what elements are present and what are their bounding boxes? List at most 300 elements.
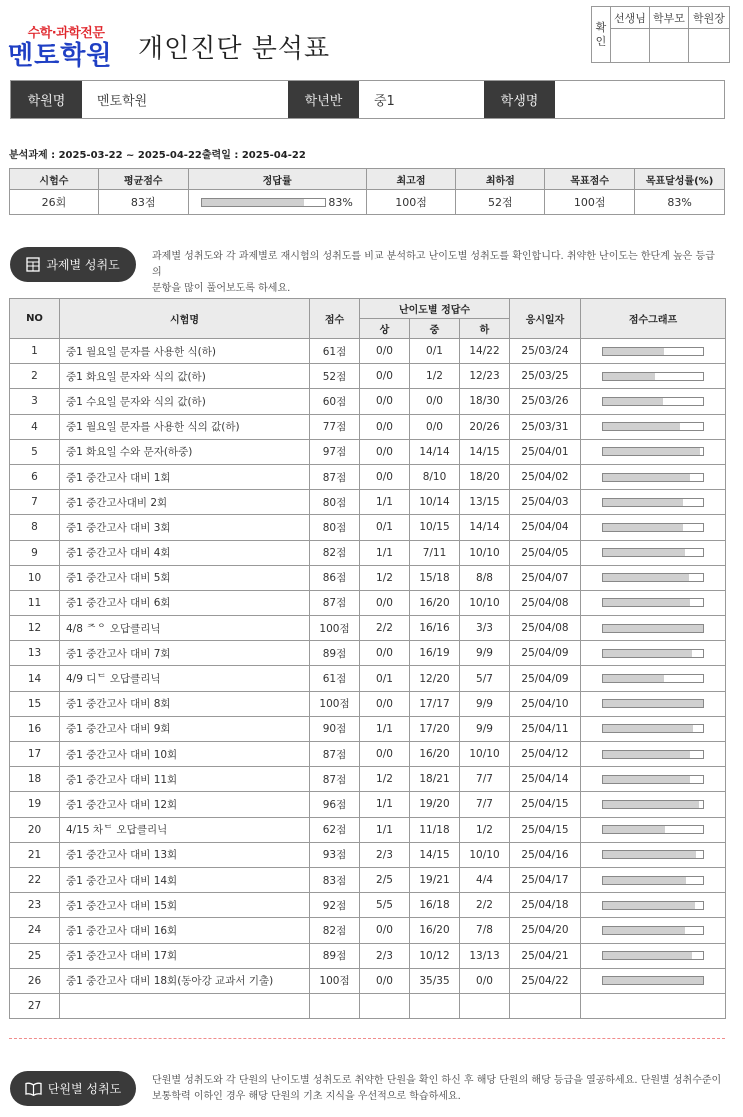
score-bar-fill [603, 700, 703, 707]
low-correct: 7/7 [460, 767, 510, 792]
mid-correct: 14/15 [410, 842, 460, 867]
exam-score: 87점 [310, 464, 360, 489]
exam-name: 중1 중간고사 대비 9회 [60, 716, 310, 741]
exam-name: 중1 중간고사 대비 14회 [60, 867, 310, 892]
score-graph-cell [581, 918, 726, 943]
mid-correct [410, 993, 460, 1018]
exam-date: 25/04/05 [510, 540, 581, 565]
score-bar-fill [603, 524, 683, 531]
score-bar-fill [603, 952, 692, 959]
exam-name: 중1 중간고사 대비 13회 [60, 842, 310, 867]
score-graph-cell [581, 339, 726, 364]
summary-header: 최하점 [456, 169, 545, 190]
table-row [10, 364, 726, 389]
table-row [10, 817, 726, 842]
score-bar-fill [603, 348, 664, 355]
unit-achievement-button[interactable] [10, 1071, 136, 1106]
exam-date: 25/04/21 [510, 943, 581, 968]
score-bar [602, 372, 704, 381]
description-line: 단원별 성취도와 각 단원의 난이도별 성취도로 취약한 단원을 확인 하신 후 해당 단원의 해당 등급을 열공하세요. 단원별 성취수준이 [152, 1075, 722, 1086]
score-bar-fill [603, 499, 683, 506]
table-row [10, 666, 726, 691]
exam-score: 93점 [310, 842, 360, 867]
exam-name: 중1 중간고사 대비 7회 [60, 641, 310, 666]
exam-score: 100점 [310, 691, 360, 716]
signature-box-teacher[interactable] [611, 29, 650, 63]
summary-header: 평균점수 [98, 169, 188, 190]
row-number: 23 [10, 893, 60, 918]
exam-date: 25/03/24 [510, 339, 581, 364]
exam-date [510, 993, 581, 1018]
class-label: 학년반 [288, 81, 359, 118]
score-graph-cell [581, 742, 726, 767]
table-row [10, 590, 726, 615]
score-bar-fill [603, 751, 690, 758]
score-graph-cell [581, 943, 726, 968]
score-bar [602, 523, 704, 532]
page-title: 개인진단 분석표 [138, 34, 331, 64]
exam-score: 89점 [310, 641, 360, 666]
row-number: 8 [10, 515, 60, 540]
high-correct: 1/2 [360, 565, 410, 590]
low-correct: 18/20 [460, 464, 510, 489]
low-correct: 20/26 [460, 414, 510, 439]
exam-score: 60점 [310, 389, 360, 414]
score-bar-fill [603, 398, 663, 405]
low-correct: 1/2 [460, 817, 510, 842]
score-bar-fill [603, 650, 692, 657]
header-date: 응시일자 [510, 299, 581, 339]
score-graph-cell [581, 792, 726, 817]
row-number: 6 [10, 464, 60, 489]
table-row [10, 842, 726, 867]
signature-box-director[interactable] [689, 29, 730, 63]
mid-correct: 19/21 [410, 867, 460, 892]
approval-role-teacher: 선생님 [611, 7, 650, 29]
table-row [10, 993, 726, 1018]
exam-date: 25/04/09 [510, 641, 581, 666]
table-row [10, 893, 726, 918]
exam-score: 87점 [310, 590, 360, 615]
table-row [10, 742, 726, 767]
score-bar [602, 674, 704, 683]
low-correct: 10/10 [460, 540, 510, 565]
high-correct: 0/0 [360, 364, 410, 389]
student-info-bar [10, 80, 725, 119]
exam-score [310, 993, 360, 1018]
exam-date: 25/04/15 [510, 817, 581, 842]
exam-name: 중1 월요일 문자를 사용한 식의 값(하) [60, 414, 310, 439]
mid-correct: 11/18 [410, 817, 460, 842]
table-header-row [10, 299, 726, 319]
row-number: 13 [10, 641, 60, 666]
header-high: 상 [360, 319, 410, 339]
score-bar [602, 649, 704, 658]
target-score: 100점 [545, 190, 635, 215]
row-number: 7 [10, 490, 60, 515]
summary-header: 시험수 [10, 169, 99, 190]
row-number: 19 [10, 792, 60, 817]
score-graph-cell [581, 893, 726, 918]
score-graph-cell [581, 968, 726, 993]
mid-correct: 16/20 [410, 742, 460, 767]
high-correct: 2/3 [360, 943, 410, 968]
score-bar [602, 347, 704, 356]
exam-name: 중1 중간고사 대비 3회 [60, 515, 310, 540]
mid-correct: 8/10 [410, 464, 460, 489]
header-score: 점수 [310, 299, 360, 339]
summary-header: 목표점수 [545, 169, 635, 190]
score-graph-cell [581, 842, 726, 867]
exam-score: 62점 [310, 817, 360, 842]
confirm-text: 확인 [595, 20, 607, 48]
exam-name: 중1 월요일 문자를 사용한 식(하) [60, 339, 310, 364]
summary-table [9, 168, 725, 215]
exam-score: 87점 [310, 767, 360, 792]
exam-name: 중1 중간고사 대비 12회 [60, 792, 310, 817]
high-correct: 0/0 [360, 918, 410, 943]
exam-name: 중1 중간고사 대비 6회 [60, 590, 310, 615]
row-number: 21 [10, 842, 60, 867]
exam-date: 25/04/07 [510, 565, 581, 590]
mid-correct: 16/16 [410, 616, 460, 641]
exam-name: 4/8 ᄌᄋ 오답클리닉 [60, 616, 310, 641]
exam-name: 중1 중간고사 대비 15회 [60, 893, 310, 918]
summary-header: 목표달성률(%) [635, 169, 725, 190]
score-bar [602, 850, 704, 859]
mid-correct: 16/19 [410, 641, 460, 666]
low-correct: 13/15 [460, 490, 510, 515]
table-row [10, 792, 726, 817]
low-correct: 2/2 [460, 893, 510, 918]
accuracy-value: 83% [328, 195, 353, 209]
score-graph-cell [581, 716, 726, 741]
low-correct: 12/23 [460, 364, 510, 389]
row-number: 9 [10, 540, 60, 565]
task-rows [10, 339, 726, 1019]
high-correct: 1/1 [360, 792, 410, 817]
score-bar [602, 573, 704, 582]
score-graph-cell [581, 666, 726, 691]
high-correct: 0/0 [360, 742, 410, 767]
score-bar-fill [603, 877, 686, 884]
score-graph-cell [581, 414, 726, 439]
exam-date: 25/04/01 [510, 439, 581, 464]
table-row [10, 389, 726, 414]
task-achievement-description [152, 249, 722, 297]
score-bar-fill [603, 776, 690, 783]
row-number: 10 [10, 565, 60, 590]
logo-subtitle: 수학·과학전문 [27, 26, 105, 41]
table-row [10, 867, 726, 892]
table-row [10, 691, 726, 716]
exam-name: 중1 화요일 수와 문자(하중) [60, 439, 310, 464]
exam-name: 중1 중간고사 대비 5회 [60, 565, 310, 590]
score-bar [602, 699, 704, 708]
score-graph-cell [581, 641, 726, 666]
score-bar [602, 901, 704, 910]
low-correct: 10/10 [460, 742, 510, 767]
high-correct: 1/1 [360, 817, 410, 842]
accuracy-bar-fill [202, 199, 304, 206]
signature-box-parent[interactable] [650, 29, 689, 63]
low-correct: 7/7 [460, 792, 510, 817]
exam-date: 25/04/18 [510, 893, 581, 918]
academy-value: 멘토학원 [97, 94, 148, 109]
mid-correct: 0/0 [410, 389, 460, 414]
score-graph-cell [581, 364, 726, 389]
score-graph-cell [581, 490, 726, 515]
score-graph-cell [581, 464, 726, 489]
score-bar-fill [603, 826, 665, 833]
max-score: 100점 [366, 190, 456, 215]
row-number: 2 [10, 364, 60, 389]
row-number: 20 [10, 817, 60, 842]
table-row [10, 767, 726, 792]
high-correct: 0/0 [360, 968, 410, 993]
exam-name [60, 993, 310, 1018]
mid-correct: 15/18 [410, 565, 460, 590]
high-correct: 0/0 [360, 339, 410, 364]
score-bar [602, 800, 704, 809]
exam-score: 89점 [310, 943, 360, 968]
high-correct: 1/1 [360, 490, 410, 515]
row-number: 3 [10, 389, 60, 414]
score-bar [602, 951, 704, 960]
mid-correct: 19/20 [410, 792, 460, 817]
summary-header: 최고점 [366, 169, 456, 190]
analysis-period: 분석과제 : 2025-03-22 ~ 2025-04-22출력일 : 2025-04-22 [9, 150, 306, 161]
score-bar-fill [603, 599, 690, 606]
header-mid: 중 [410, 319, 460, 339]
exam-score: 82점 [310, 540, 360, 565]
exam-score: 80점 [310, 490, 360, 515]
table-row [10, 439, 726, 464]
mid-correct: 10/14 [410, 490, 460, 515]
row-number: 5 [10, 439, 60, 464]
score-graph-cell [581, 993, 726, 1018]
high-correct: 2/5 [360, 867, 410, 892]
table-row [10, 339, 726, 364]
low-correct: 9/9 [460, 716, 510, 741]
score-bar [602, 422, 704, 431]
exam-name: 중1 중간고사 대비 16회 [60, 918, 310, 943]
exam-name: 중1 중간고사 대비 17회 [60, 943, 310, 968]
description-line: 문항을 많이 풀어보도록 하세요. [152, 283, 291, 294]
mid-correct: 16/20 [410, 918, 460, 943]
score-graph-cell [581, 691, 726, 716]
exam-score: 92점 [310, 893, 360, 918]
score-bar [602, 548, 704, 557]
high-correct: 0/0 [360, 464, 410, 489]
low-correct: 0/0 [460, 968, 510, 993]
score-bar-fill [603, 373, 655, 380]
exam-date: 25/04/17 [510, 867, 581, 892]
low-correct: 9/9 [460, 641, 510, 666]
exam-score: 86점 [310, 565, 360, 590]
score-bar [602, 397, 704, 406]
low-correct: 9/9 [460, 691, 510, 716]
row-number: 15 [10, 691, 60, 716]
score-bar-fill [603, 574, 689, 581]
score-bar-fill [603, 927, 685, 934]
academy-logo [8, 22, 124, 71]
low-correct: 14/15 [460, 439, 510, 464]
score-bar [602, 724, 704, 733]
high-correct: 0/0 [360, 414, 410, 439]
score-bar-fill [603, 423, 680, 430]
exam-score: 77점 [310, 414, 360, 439]
low-correct: 5/7 [460, 666, 510, 691]
score-graph-cell [581, 515, 726, 540]
row-number: 18 [10, 767, 60, 792]
mid-correct: 1/2 [410, 364, 460, 389]
high-correct: 5/5 [360, 893, 410, 918]
exam-score: 61점 [310, 666, 360, 691]
score-graph-cell [581, 389, 726, 414]
logo-name: 멘토학원 [8, 41, 113, 71]
mid-correct: 14/14 [410, 439, 460, 464]
high-correct: 0/0 [360, 590, 410, 615]
row-number: 25 [10, 943, 60, 968]
score-graph-cell [581, 565, 726, 590]
score-bar [602, 876, 704, 885]
row-number: 22 [10, 867, 60, 892]
low-correct: 13/13 [460, 943, 510, 968]
exam-score: 100점 [310, 968, 360, 993]
approval-role-parent: 학부모 [650, 7, 689, 29]
exam-date: 25/04/09 [510, 666, 581, 691]
description-line: 과제별 성취도와 각 과제별로 재시험의 성취도를 비교 분석하고 난이도별 성취도를 확인합니다. 취약한 난이도는 한단계 높은 등급의 [152, 251, 715, 278]
score-bar-fill [603, 448, 700, 455]
exam-date: 25/03/25 [510, 364, 581, 389]
score-bar [602, 825, 704, 834]
score-bar [602, 750, 704, 759]
table-row [10, 464, 726, 489]
accuracy-cell [188, 190, 366, 215]
mid-correct: 0/0 [410, 414, 460, 439]
exam-name: 중1 중간고사 대비 8회 [60, 691, 310, 716]
exam-name: 4/15 차ᄃ 오답클리닉 [60, 817, 310, 842]
high-correct: 1/1 [360, 540, 410, 565]
score-bar-fill [603, 474, 690, 481]
low-correct: 18/30 [460, 389, 510, 414]
exam-name: 중1 중간고사 대비 11회 [60, 767, 310, 792]
exam-date: 25/04/08 [510, 616, 581, 641]
description-line: 보통학력 이하인 경우 해당 단원의 기초 지식을 우선적으로 학습하세요. [152, 1091, 461, 1102]
score-graph-cell [581, 439, 726, 464]
table-row [10, 515, 726, 540]
score-graph-cell [581, 590, 726, 615]
score-bar-fill [603, 902, 695, 909]
student-value: ᅟᅟ [570, 94, 596, 109]
exam-date: 25/04/16 [510, 842, 581, 867]
score-graph-cell [581, 817, 726, 842]
mid-correct: 17/20 [410, 716, 460, 741]
mid-correct: 10/15 [410, 515, 460, 540]
row-number: 1 [10, 339, 60, 364]
low-correct [460, 993, 510, 1018]
exam-date: 25/04/04 [510, 515, 581, 540]
row-number: 26 [10, 968, 60, 993]
approval-confirm-label [592, 7, 611, 63]
min-score: 52점 [456, 190, 545, 215]
exam-score: 97점 [310, 439, 360, 464]
mid-correct: 7/11 [410, 540, 460, 565]
unit-achievement-description [152, 1073, 722, 1105]
exam-date: 25/04/02 [510, 464, 581, 489]
target-achievement-rate: 83% [635, 190, 725, 215]
exam-name: 중1 중간고사 대비 18회(동아강 교과서 기출) [60, 968, 310, 993]
row-number: 27 [10, 993, 60, 1018]
score-bar [602, 498, 704, 507]
high-correct: 1/1 [360, 716, 410, 741]
high-correct: 0/0 [360, 389, 410, 414]
low-correct: 14/14 [460, 515, 510, 540]
approval-box [591, 6, 730, 63]
table-row [10, 490, 726, 515]
low-correct: 4/4 [460, 867, 510, 892]
mid-correct: 12/20 [410, 666, 460, 691]
table-row [10, 414, 726, 439]
score-bar [602, 775, 704, 784]
score-bar [602, 598, 704, 607]
task-results-table [9, 298, 726, 1019]
exam-score: 52점 [310, 364, 360, 389]
low-correct: 7/8 [460, 918, 510, 943]
low-correct: 14/22 [460, 339, 510, 364]
score-bar-fill [603, 549, 685, 556]
high-correct: 2/3 [360, 842, 410, 867]
table-row [10, 641, 726, 666]
exam-score: 80점 [310, 515, 360, 540]
row-number: 24 [10, 918, 60, 943]
low-correct: 10/10 [460, 842, 510, 867]
class-value: 중1 [374, 94, 395, 109]
exam-date: 25/04/15 [510, 792, 581, 817]
score-graph-cell [581, 540, 726, 565]
score-graph-cell [581, 767, 726, 792]
low-correct: 10/10 [460, 590, 510, 615]
exam-name: 중1 화요일 문자와 식의 값(하) [60, 364, 310, 389]
header-graph: 점수그래프 [581, 299, 726, 339]
score-graph-cell [581, 616, 726, 641]
open-book-icon [25, 1082, 42, 1096]
score-bar [602, 624, 704, 633]
exam-score: 83점 [310, 867, 360, 892]
high-correct [360, 993, 410, 1018]
score-bar-fill [603, 625, 703, 632]
high-correct: 0/0 [360, 691, 410, 716]
task-achievement-button[interactable] [10, 247, 136, 282]
document-grid-icon [26, 257, 40, 272]
score-bar-fill [603, 725, 693, 732]
exam-score: 87점 [310, 742, 360, 767]
high-correct: 0/0 [360, 641, 410, 666]
exam-count: 26회 [10, 190, 99, 215]
score-bar-fill [603, 851, 696, 858]
task-achievement-label: 과제별 성취도 [46, 258, 120, 272]
score-bar [602, 447, 704, 456]
table-row [10, 565, 726, 590]
table-row [10, 716, 726, 741]
low-correct: 3/3 [460, 616, 510, 641]
table-row [10, 540, 726, 565]
average-score: 83점 [98, 190, 188, 215]
mid-correct: 17/17 [410, 691, 460, 716]
row-number: 12 [10, 616, 60, 641]
exam-name: 중1 중간고사 대비 10회 [60, 742, 310, 767]
